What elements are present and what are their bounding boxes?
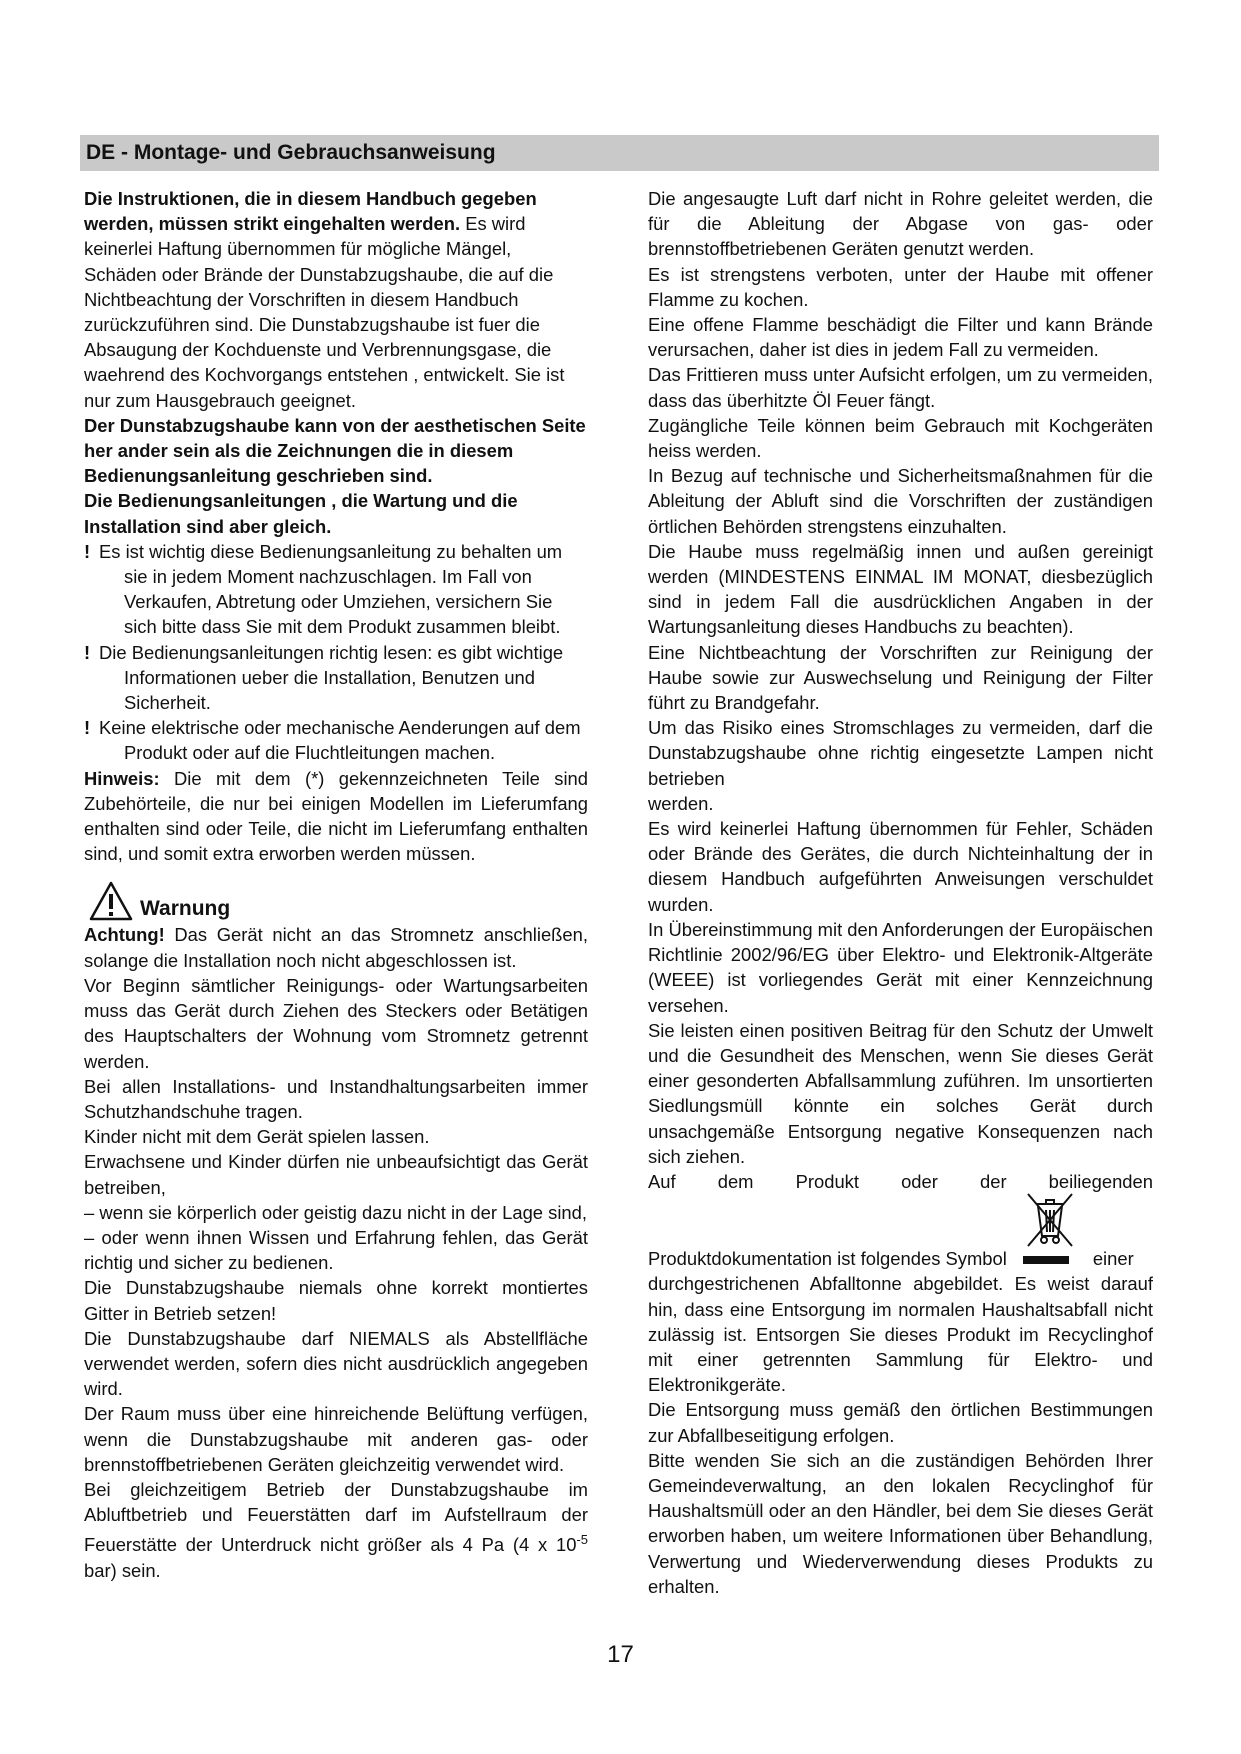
paragraph: Die angesaugte Luft darf nicht in Rohre geleitet werden, die für die Ableitung der Abgase von gas- oder brennstoffbetriebenen Geräten genutzt werden. [648,188,1153,260]
bullet-mark: ! [84,717,91,739]
page-number: 17 [607,1641,634,1668]
left-column [84,186,588,1583]
achtung-paragraph: Achtung! Das Gerät nicht an das Stromnetz anschließen, solange die Installation noch nicht abgeschlossen ist. [84,924,588,971]
intro-paragraph [84,186,588,413]
symbol-intro-line: Auf dem Produkt oder der beiliegenden [648,1170,1153,1192]
symbol-line: Produktdokumentation ist folgendes Symbol einer [648,1248,1134,1270]
bullet-item: ! Es ist wichtig diese Bedienungsanleitung zu behalten um sie in jedem Moment nachzuschlagen. Im Fall von Verkaufen, Abtretung oder Umziehen, versichern Sie sich bitte dass Sie mit dem Produkt zusammen bleibt. [84,540,563,638]
warning-title: Warnung [140,897,231,921]
hinweis-label: Hinweis: [84,767,160,789]
right-column [648,186,1153,1599]
paragraph: Sie leisten einen positiven Beitrag für den Schutz der Umwelt und die Gesundheit des Menschen, wenn Sie dieses Gerät einer gesonderten Abfallsammlung zuführen. Im unsortierten Siedlungsmüll könnte ein solches Gerät durch unsachgemäße Entsorgung negative Konsequenzen nach sich ziehen. [648,1019,1153,1167]
paragraph: Erwachsene und Kinder dürfen nie unbeaufsichtigt das Gerät betreiben, [84,1151,588,1198]
bullet-item: ! Die Bedienungsanleitungen richtig lesen: es gibt wichtige Informationen ueber die Installation, Benutzen und Sicherheit. [84,641,564,714]
paragraph: – oder wenn ihnen Wissen und Erfahrung fehlen, das Gerät richtig und sicher zu bedienen. [84,1226,588,1274]
paragraph: Eine offene Flamme beschädigt die Filter und kann Brände verursachen, daher ist dies in jedem Fall zu vermeiden. [648,314,1153,361]
paragraph: Es wird keinerlei Haftung übernommen für Fehler, Schäden oder Brände des Gerätes, die durch Nichteinhaltung der in diesem Handbuch aufgeführten Anweisungen verschuldet wurden. [648,818,1153,915]
paragraph: Eine Nichtbeachtung der Vorschriften zur Reinigung der Haube sowie zur Auswechselung und Reinigung der Filter führt zu Brandgefahr. [648,641,1153,714]
paragraph: Das Frittieren muss unter Aufsicht erfolgen, um zu vermeiden, dass das überhitzte Öl Feuer fängt. [648,364,1153,411]
achtung-label: Achtung! [84,924,165,946]
intro-bold: Die Instruktionen, die in diesem Handbuch gegeben werden, müssen strikt eingehalten werden. [84,188,537,235]
exponent: -5 [576,1532,588,1548]
pressure-paragraph: Bei gleichzeitigem Betrieb der Dunstabzugshaube im Abluftbetrieb und Feuerstätten darf im Aufstellraum der Feuerstätte der Unterdruck nicht größer als 4 Pa (4 x $10^{-5}$ bar) sein. [84,1478,588,1581]
paragraph: durchgestrichenen Abfalltonne abgebildet. Es weist darauf hin, dass eine Entsorgung im normalen Haushaltsabfall nicht zulässig ist. Entsorgen Sie dieses Produkt im Recyclinghof mit einer getrennten Sammlung für Elektro- und Elektronikgeräte. [648,1273,1153,1396]
design-note: Der Dunstabzugshaube kann von der aesthetischen Seite her ander sein als die Zeichnungen die in diesem Bedienungsanleitung geschrieben sind. [84,414,586,487]
weee-symbol-area [648,1194,1153,1246]
paragraph: Die Haube muss regelmäßig innen und außen gereinigt werden (MINDESTENS EINMAL IM MONAT, diesbezüglich sind in jedem Fall die ausdrücklichen Angaben in der Wartungsanleitung dieses Handbuchs zu beachten). [648,540,1153,638]
paragraph: Vor Beginn sämtlicher Reinigungs- oder Wartungsarbeiten muss das Gerät durch Ziehen des Steckers oder Betätigen des Hauptschalters der Wohnung vom Stromnetz getrennt werden. [84,974,588,1072]
crossed-out-bin-icon [1022,1188,1078,1250]
paragraph: Es ist strengstens verboten, unter der Haube mit offener Flamme zu kochen. [648,263,1153,310]
intro-text: Es wird keinerlei Haftung übernommen für mögliche Mängel, Schäden oder Brände der Dunstabzugshaube, die auf die Nichtbeachtung der Vorschriften in diesem Handbuch zurückzuführen sind. Die Dunstabzugshaube ist fuer die Absaugung der Kochduenste und Verbrennungsgase, die waehrend des Kochvorgangs entstehen , entwickelt. Sie ist nur zum Hausgebrauch geeignet. [84,213,565,411]
section-header-bar [80,135,1159,171]
paragraph: Um das Risiko eines Stromschlages zu vermeiden, darf die Dunstabzugshaube ohne richtig eingesetzte Lampen nicht betrieben [648,717,1153,789]
paragraph: Die Dunstabzugshaube darf NIEMALS als Abstellfläche verwendet werden, sofern dies nicht ausdrücklich angegeben wird. [84,1327,588,1400]
paragraph: Die Dunstabzugshaube niemals ohne korrekt montiertes Gitter in Betrieb setzen! [84,1277,588,1324]
bullet-mark: ! [84,641,91,663]
warning-triangle-icon [88,880,134,922]
paragraph: werden. [648,792,714,814]
maintenance-note: Die Bedienungsanleitungen , die Wartung und die Installation sind aber gleich. [84,490,518,537]
paragraph: Kinder nicht mit dem Gerät spielen lassen. [84,1126,430,1148]
paragraph: Bei allen Installations- und Instandhaltungsarbeiten immer Schutzhandschuhe tragen. [84,1075,588,1122]
hinweis-paragraph: Hinweis: Die mit dem (*) gekennzeichneten Teile sind Zubehörteile, die nur bei einigen Modellen im Lieferumfang enthalten sind oder Teile, die nicht im Lieferumfang enthalten sind, und somit extra erworben werden müssen. [84,767,588,865]
paragraph: In Bezug auf technische und Sicherheitsmaßnahmen für die Ableitung der Abluft sind die Vorschriften der zuständigen örtlichen Behörden strengstens einzuhalten. [648,465,1153,537]
warning-heading [84,880,588,922]
bullet-item: ! Keine elektrische oder mechanische Aenderungen auf dem Produkt oder auf die Fluchtleitungen machen. [84,717,581,764]
paragraph: – wenn sie körperlich oder geistig dazu nicht in der Lage sind, [84,1201,587,1223]
paragraph: Der Raum muss über eine hinreichende Belüftung verfügen, wenn die Dunstabzugshaube mit anderen gas- oder brennstoffbetriebenen Geräten gleichzeitig verwendet wird. [84,1403,588,1475]
paragraph: Zugängliche Teile können beim Gebrauch mit Kochgeräten heiss werden. [648,414,1153,462]
paragraph: Die Entsorgung muss gemäß den örtlichen Bestimmungen zur Abfallbeseitigung erfolgen. [648,1399,1153,1446]
bullet-mark: ! [84,540,91,562]
paragraph: In Übereinstimmung mit den Anforderungen der Europäischen Richtlinie 2002/96/EG über Elektro- und Elektronik-Altgeräte (WEEE) ist vorliegendes Gerät mit einer Kennzeichnung versehen. [648,918,1154,1016]
paragraph: Bitte wenden Sie sich an die zuständigen Behörden Ihrer Gemeindeverwaltung, an den lokalen Recyclinghof für Haushaltsmüll oder an den Händler, bei dem Sie dieses Gerät erworben haben, um weitere Informationen über Behandlung, Verwertung und Wiederverwendung dieses Produkts zu erhalten. [648,1449,1153,1597]
weee-bar-icon [1023,1256,1069,1264]
section-title: DE - Montage- und Gebrauchsanweisung [86,141,496,164]
